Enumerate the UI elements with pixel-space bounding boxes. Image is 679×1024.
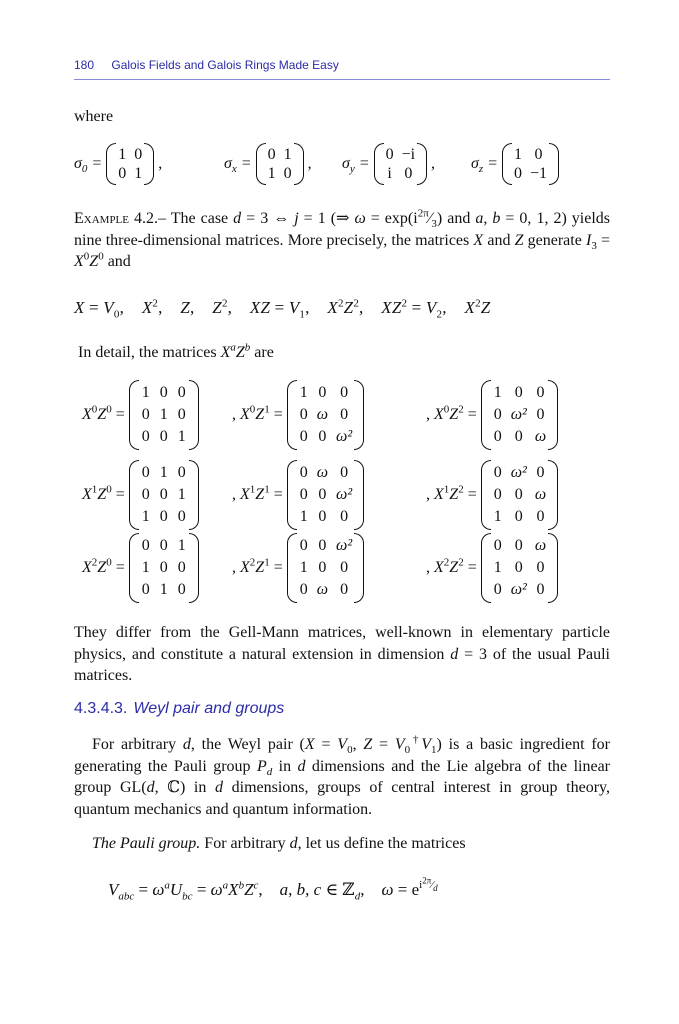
matrix-entry: 0 <box>493 464 502 481</box>
matrix-entry: 0 <box>536 508 545 525</box>
matrix-entry: 0 <box>299 428 308 445</box>
matrix-entry: 0 <box>141 464 150 481</box>
matrix-entry: ω² <box>336 486 353 503</box>
matrix-entry: 0 <box>318 428 327 445</box>
matrix-entry: 0 <box>536 581 545 598</box>
matrix-entry: 0 <box>340 508 349 525</box>
example-heading: Example 4.2.– <box>74 210 167 227</box>
matrix-label: , $X^1Z^2$ = <box>426 483 477 503</box>
matrix-entry: 0 <box>318 486 327 503</box>
weyl-paragraph: For arbitrary d, the Weyl pair ($X = V_0$, $Z = V_0^\dagger V_1$) is a basic ingredient for generating the Pauli group $P_d$ in d dimensions and the Lie algebra of the linear group GL(d, ℂ) in d dimensions, groups of central interest in group theory, quantum mechanics and quantum information. <box>74 733 610 818</box>
matrix-label: , $X^2Z^1$ = <box>232 556 283 576</box>
matrix-label: $X^1Z^0$ = <box>82 483 125 503</box>
matrix-entry: 0 <box>340 384 349 401</box>
matrix-entry: ω² <box>336 537 353 554</box>
matrix-entry: 0 <box>514 384 523 401</box>
matrix-entry: ω <box>534 428 547 445</box>
matrix-entry: 1 <box>134 165 143 182</box>
matrix-entry: 0 <box>340 581 349 598</box>
matrix-entry: 1 <box>493 384 502 401</box>
matrix-entry: ω <box>316 581 329 598</box>
matrix-entry: 0 <box>318 508 327 525</box>
matrix-entry: ω <box>534 537 547 554</box>
matrix-entry: 1 <box>141 559 150 576</box>
matrix-label: $\sigma_z$ = <box>471 155 498 176</box>
matrix-entry: 0 <box>514 537 523 554</box>
matrix-entry: 0 <box>340 559 349 576</box>
weyl-matrix-x2-z0 <box>82 535 199 601</box>
matrix-entry: ω <box>534 486 547 503</box>
weyl-matrix <box>129 535 199 601</box>
matrix-entry: 0 <box>159 537 168 554</box>
running-header <box>74 58 339 72</box>
matrix-entry: 0 <box>267 146 276 163</box>
matrix-entry: 0 <box>141 537 150 554</box>
matrix-entry: 1 <box>177 428 186 445</box>
matrix-entry: i <box>387 165 392 182</box>
matrix-entry: 1 <box>118 146 127 163</box>
header-rule <box>74 79 610 80</box>
matrix-entry: 0 <box>134 146 143 163</box>
pauli-matrix-z <box>471 145 559 183</box>
matrix-entry: 0 <box>177 384 186 401</box>
matrix-entry: 0 <box>177 508 186 525</box>
matrix-entry: 0 <box>514 486 523 503</box>
matrix-entry: 0 <box>536 406 545 423</box>
matrix-entry: 0 <box>177 406 186 423</box>
matrix-entry: ω² <box>336 428 353 445</box>
matrix-entry: 0 <box>159 384 168 401</box>
weyl-matrix <box>129 382 199 448</box>
pauli-group-title: The Pauli group. <box>92 835 201 852</box>
matrix-entry: 0 <box>514 559 523 576</box>
matrix-entry: ω² <box>510 464 527 481</box>
matrix-entry: 1 <box>141 508 150 525</box>
matrix-entry: 0 <box>141 428 150 445</box>
pauli-matrix-x: $\sigma_x$ = 0 1 1 0 , <box>224 146 312 182</box>
matrix-entry: 0 <box>299 486 308 503</box>
weyl-matrix <box>129 462 199 528</box>
section-title: Weyl pair and groups <box>133 700 285 717</box>
matrix-entry: 0 <box>318 537 327 554</box>
matrix-entry: 0 <box>299 537 308 554</box>
page-number: 180 <box>74 58 95 72</box>
matrix-entry: 0 <box>141 406 150 423</box>
matrix-entry: 0 <box>514 508 523 525</box>
weyl-matrix-x2-z2 <box>426 535 558 601</box>
matrix-entry: ω² <box>510 581 527 598</box>
matrix-label: $X^2Z^0$ = <box>82 556 125 576</box>
weyl-matrix-x0-z2 <box>426 382 558 448</box>
matrix-entry: 0 <box>385 146 394 163</box>
matrix-entry: ω <box>316 406 329 423</box>
weyl-matrix-x0-z1 <box>232 382 364 448</box>
matrix-entry: 0 <box>159 559 168 576</box>
pauli-group-paragraph: The Pauli group. For arbitrary d, let us define the matrices <box>92 835 466 852</box>
intro-word: where <box>74 108 114 125</box>
matrix-entry: 1 <box>159 464 168 481</box>
weyl-matrix-x0-z0 <box>82 382 199 448</box>
matrix-label: $\sigma_y$ = <box>342 155 370 176</box>
matrix-entry: 0 <box>493 537 502 554</box>
matrix-entry: 0 <box>534 146 543 163</box>
matrix-entry: 1 <box>177 486 186 503</box>
vabc-definition: $V_{abc} = \omega^aU_{bc} = \omega^aX^bZ^c$, a, b, c ∈ ℤ$_d$, $\omega = e^{i^{2\pi}⁄_d}$ <box>108 875 438 903</box>
matrix-entry: 0 <box>141 486 150 503</box>
matrix-entry: 1 <box>267 165 276 182</box>
matrix-entry: 0 <box>340 464 349 481</box>
matrix-entry: 0 <box>299 406 308 423</box>
matrix-entry: 1 <box>299 559 308 576</box>
sigma-matrix <box>256 145 304 183</box>
weyl-matrix <box>481 462 558 528</box>
matrix-entry: 1 <box>299 384 308 401</box>
weyl-matrix <box>287 382 364 448</box>
matrix-entry: 1 <box>177 537 186 554</box>
matrix-entry: 1 <box>493 559 502 576</box>
generator-list: $X = V_0$, $X^2$, Z, $Z^2$, XZ = $V_1$, $X^2Z^2$, $XZ^2 = V_2$, $X^2Z$ <box>74 297 491 321</box>
matrix-entry: 0 <box>340 406 349 423</box>
matrix-entry: 0 <box>177 581 186 598</box>
detail-line: In detail, the matrices $X^aZ^b$ are <box>78 341 274 361</box>
matrix-entry: 0 <box>318 384 327 401</box>
matrix-entry: 0 <box>536 559 545 576</box>
matrix-label: $\sigma_x$ = <box>224 155 252 176</box>
matrix-entry: 0 <box>493 486 502 503</box>
matrix-entry: 0 <box>159 486 168 503</box>
matrix-entry: 0 <box>159 428 168 445</box>
matrix-entry: 0 <box>514 428 523 445</box>
matrix-entry: 0 <box>299 581 308 598</box>
matrix-entry: 0 <box>283 165 292 182</box>
matrix-entry: 0 <box>141 581 150 598</box>
section-number: 4.3.4.3. <box>74 700 128 717</box>
matrix-label: $X^0Z^0$ = <box>82 403 125 423</box>
matrix-entry: 0 <box>513 165 522 182</box>
matrix-entry: ω <box>316 464 329 481</box>
matrix-label: $\sigma_0$ = <box>74 155 103 176</box>
matrix-entry: 0 <box>118 165 127 182</box>
matrix-entry: 1 <box>513 146 522 163</box>
weyl-matrix <box>287 535 364 601</box>
matrix-entry: −i <box>401 146 416 163</box>
matrix-entry: 0 <box>493 581 502 598</box>
weyl-matrix <box>287 462 364 528</box>
weyl-matrix-x1-z0 <box>82 462 199 528</box>
weyl-matrix-x2-z1 <box>232 535 364 601</box>
sigma-matrix <box>374 145 427 183</box>
matrix-entry: 1 <box>493 508 502 525</box>
matrix-entry: 1 <box>159 581 168 598</box>
matrix-entry: −1 <box>529 165 547 182</box>
matrix-entry: 0 <box>404 165 413 182</box>
matrix-label: , $X^0Z^2$ = <box>426 403 477 423</box>
matrix-entry: 0 <box>536 464 545 481</box>
matrix-entry: 0 <box>493 406 502 423</box>
matrix-entry: 0 <box>493 428 502 445</box>
section-heading <box>74 700 284 718</box>
weyl-matrix <box>481 535 558 601</box>
sigma-matrix <box>106 145 154 183</box>
matrix-label: , $X^1Z^1$ = <box>232 483 283 503</box>
pauli-matrix-y: $\sigma_y$ = 0 −i i 0 , <box>342 146 436 182</box>
matrix-entry: ω² <box>510 406 527 423</box>
running-title: Galois Fields and Galois Rings Made Easy <box>111 58 339 72</box>
matrix-entry: 1 <box>283 146 292 163</box>
matrix-entry: 1 <box>159 406 168 423</box>
weyl-matrix <box>481 382 558 448</box>
weyl-matrix-x1-z2 <box>426 462 558 528</box>
weyl-matrix-x1-z1 <box>232 462 364 528</box>
matrix-label: , $X^2Z^2$ = <box>426 556 477 576</box>
matrix-entry: 1 <box>141 384 150 401</box>
matrix-entry: 0 <box>299 464 308 481</box>
pauli-matrix-0: $\sigma_0$ = 1 0 0 1 , <box>74 146 163 182</box>
matrix-entry: 0 <box>177 464 186 481</box>
example-paragraph: Example 4.2.– The case d = 3 ⇔ j = 1 (⇒ $\omega = \exp(i^{2\pi}⁄_3)$ and a, b = 0, 1, 2) yields nine three-dimensional matrices. More precisely, the matrices X and Z generate $I_3 = X^0Z^0$ and <box>74 207 611 270</box>
matrix-label: , $X^0Z^1$ = <box>232 403 283 423</box>
matrix-entry: 0 <box>159 508 168 525</box>
gell-mann-paragraph: They differ from the Gell-Mann matrices, well-known in elementary particle physics, and constitute a natural extension in dimension d = 3 of the usual Pauli matrices. <box>74 624 610 684</box>
matrix-entry: 0 <box>536 384 545 401</box>
matrix-entry: 0 <box>177 559 186 576</box>
matrix-entry: 1 <box>299 508 308 525</box>
sigma-matrix <box>502 145 559 183</box>
matrix-entry: 0 <box>318 559 327 576</box>
